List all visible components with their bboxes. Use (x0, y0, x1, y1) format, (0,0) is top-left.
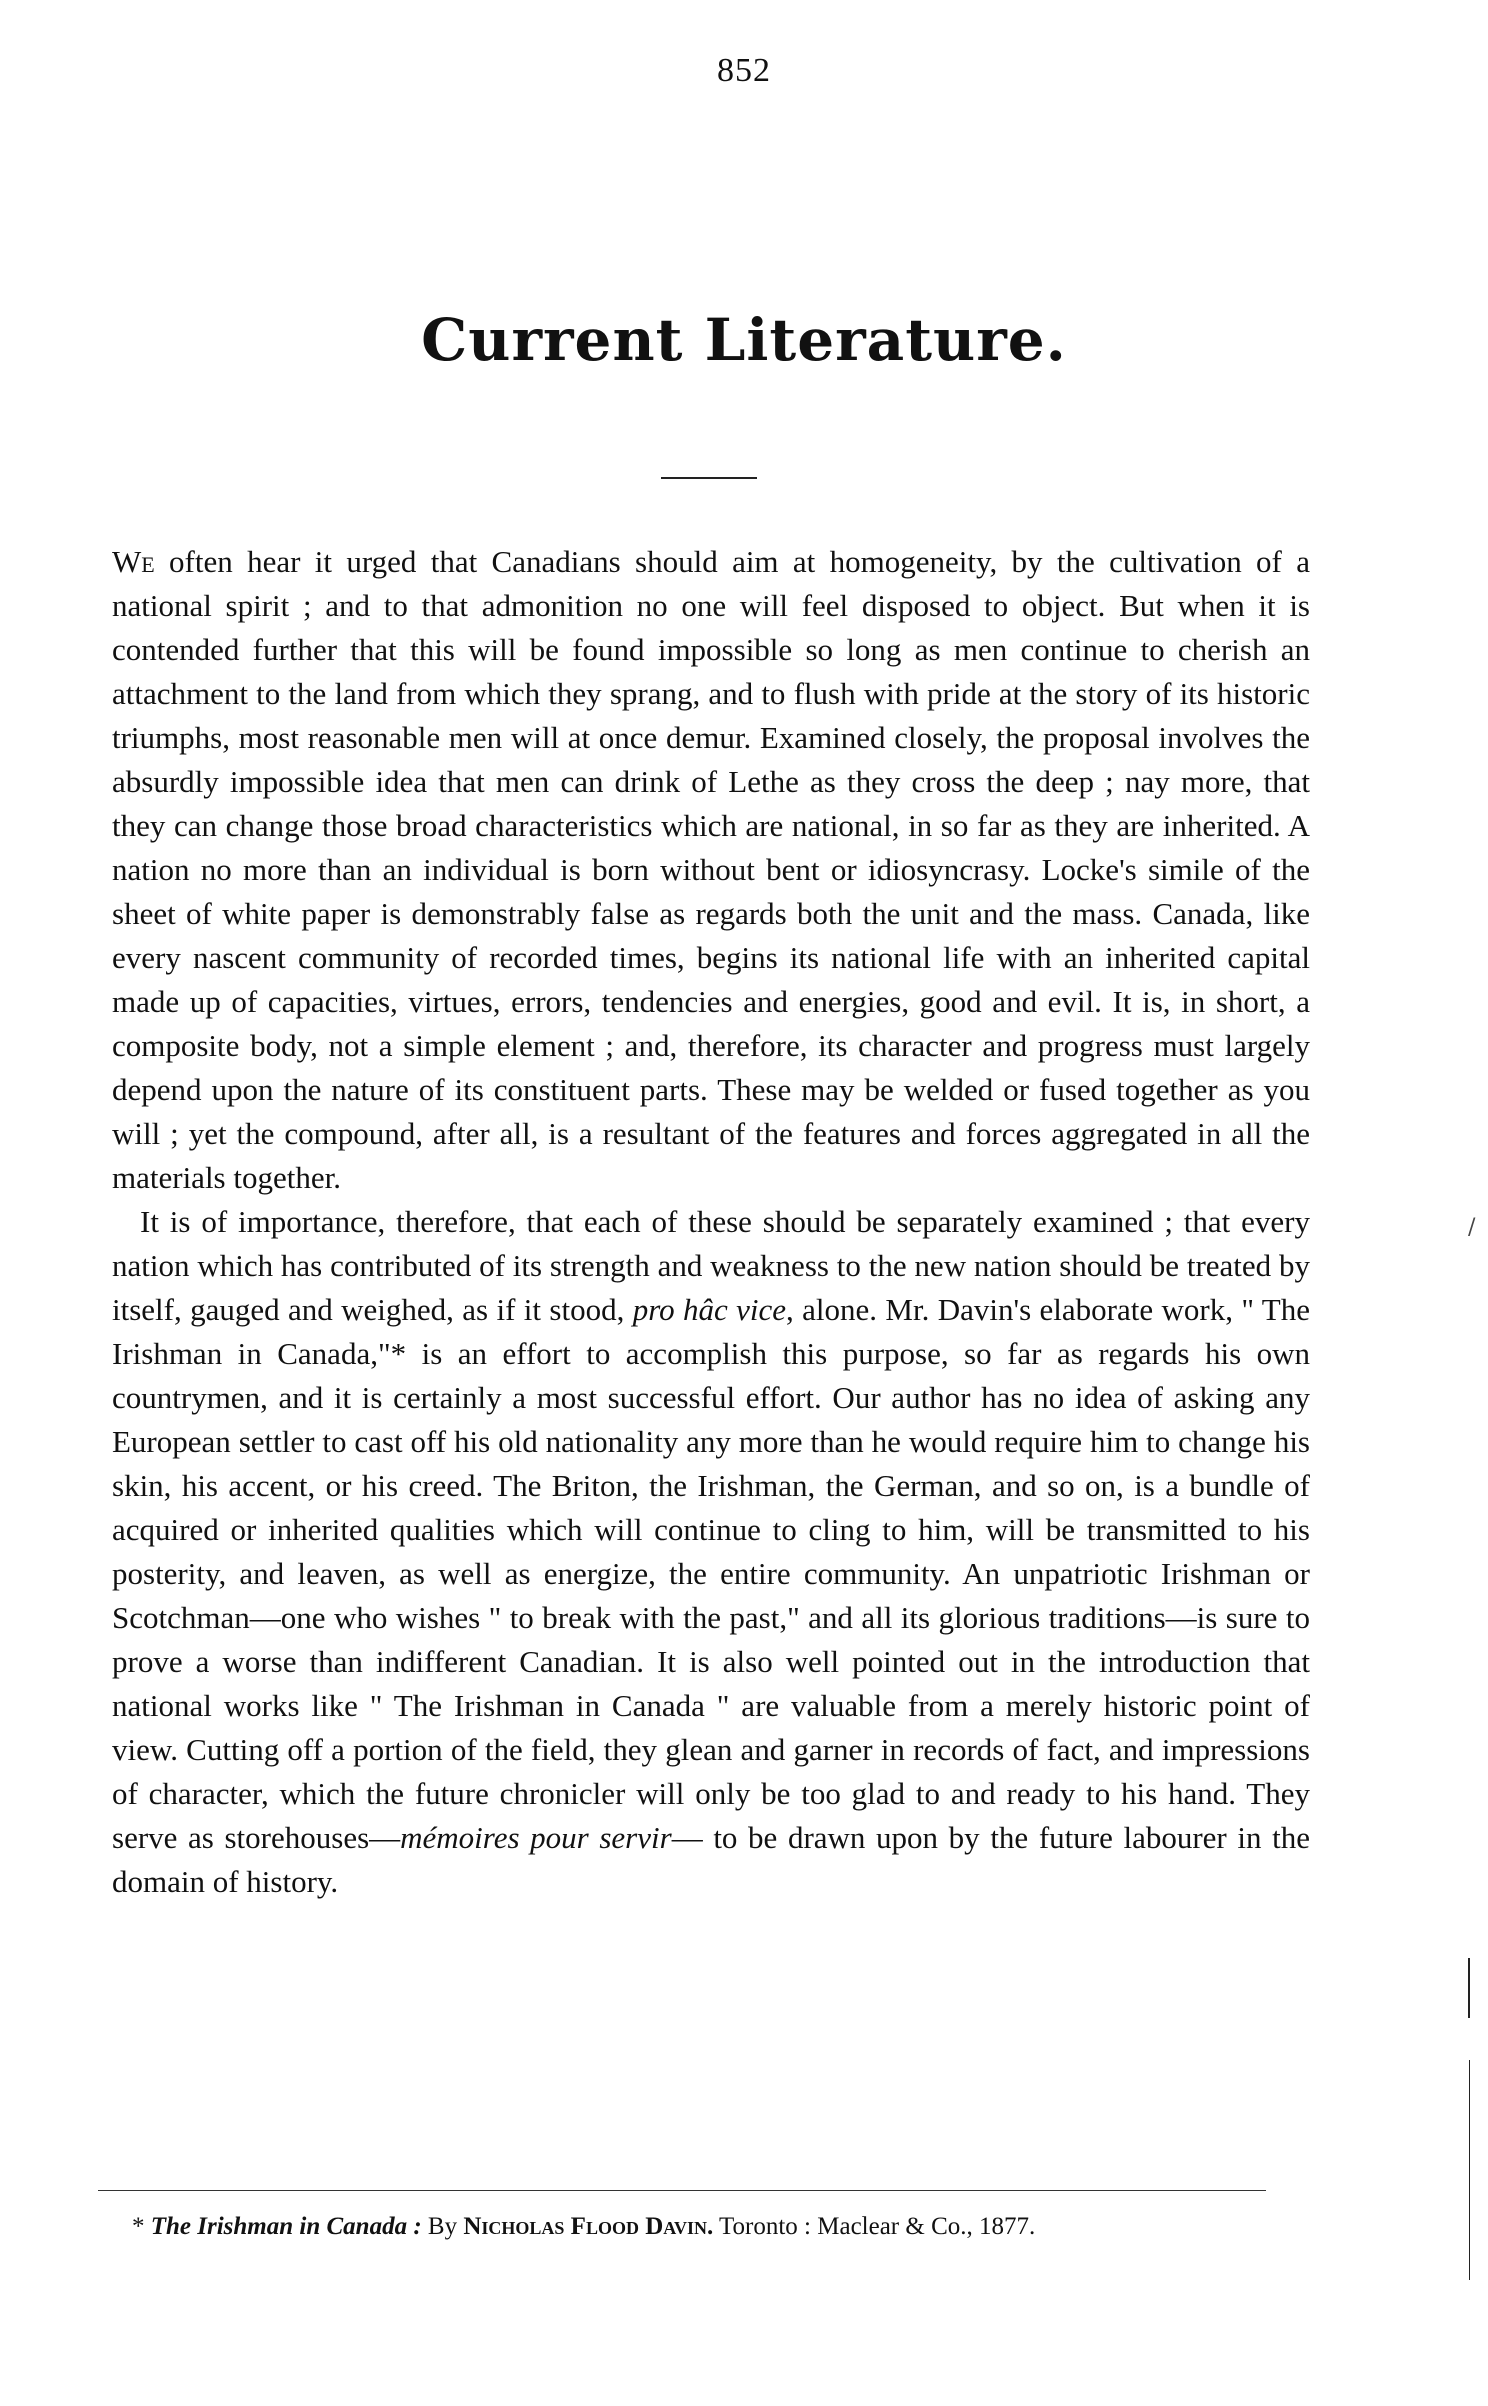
page-number: 852 (717, 52, 771, 89)
footnote-rule (98, 2190, 1266, 2191)
paragraph-2-text-b: , alone. Mr. Davin's elaborate work, " The Irishman in Canada,"* is an effort to accomplish this purpose, so far as regards his own countrymen, and it is certainly a most successful effort. Our author has no idea of asking any European settler to cast off his old nationality any more than he would require him to change his skin, his accent, or his creed. The Briton, the Irishman, the German, and so on, is a bundle of acquired or inherited qualities which will continue to cling to him, will be transmitted to his posterity, and leaven, as well as energize, the entire community. An unpatriotic Irishman or Scotchman—one who wishes " to break with the past," and all its glorious traditions—is sure to prove a worse than indifferent Canadian. It is also well pointed out in the introduction that national works like " The Irishman in Canada " are valuable from a merely historic point of view. Cutting off a portion of the field, they glean and garner in records of fact, and impressions of character, which the future chronicler will only be too glad to and ready to his hand. They serve as storehouses— (112, 1292, 1310, 1855)
paragraph-2-text-c: — to be drawn upon by the future labourer in the domain of history. (112, 1820, 1310, 1899)
article-body (112, 540, 1310, 1904)
heading-divider (661, 477, 757, 479)
footnote-by: By (421, 2213, 464, 2240)
paragraph-1-text: often hear it urged that Canadians should aim at homogeneity, by the cultivation of a national spirit ; and to that admonition no one will feel disposed to object. But when it is contended further that this will be found impossible so long as men continue to cherish an attachment to the land from which they sprang, and to flush with pride at the story of its historic triumphs, most reasonable men will at once demur. Examined closely, the proposal involves the absurdly impossible idea that men can drink of Lethe as they cross the deep ; nay more, that they can change those broad characteristics which are national, in so far as they are inherited. A nation no more than an individual is born without bent or idiosyncrasy. Locke's simile of the sheet of white paper is demonstrably false as regards both the unit and the mass. Canada, like every nascent community of recorded times, begins its national life with an inherited capital made up of capacities, virtues, errors, tendencies and energies, good and evil. It is, in short, a composite body, not a simple element ; and, therefore, its character and progress must largely depend upon the nature of its constituent parts. These may be welded or fused together as you will ; yet the compound, after all, is a resultant of the features and forces aggregated in all the materials together. (112, 544, 1310, 1195)
footnote (132, 2210, 1282, 2244)
footnote-publisher: Toronto : Maclear & Co., 1877. (713, 2213, 1036, 2240)
margin-tick-mark: / (1468, 1215, 1476, 1240)
paragraph-lead-word: We (112, 544, 155, 579)
paragraph-2 (112, 1200, 1310, 1904)
margin-scan-bar (1468, 1958, 1470, 2018)
section-heading: Current Literature. (421, 306, 1067, 374)
paragraph-1 (112, 540, 1310, 1200)
footnote-marker: * (132, 2213, 151, 2240)
paragraph-2-french-phrase: mémoires pour servir (400, 1820, 672, 1855)
paragraph-2-latin-phrase: pro hâc vice (632, 1292, 787, 1327)
paragraph-2-text-a: It is of importance, therefore, that each of these should be separately examined ; that every nation which has contributed of its strength and weakness to the new nation should be treated by itself, gauged and weighed, as if it stood, (112, 1204, 1310, 1327)
margin-scan-line (1469, 2060, 1470, 2280)
footnote-author: Nicholas Flood Davin. (463, 2213, 714, 2240)
footnote-book-title: The Irishman in Canada : (150, 2213, 422, 2240)
